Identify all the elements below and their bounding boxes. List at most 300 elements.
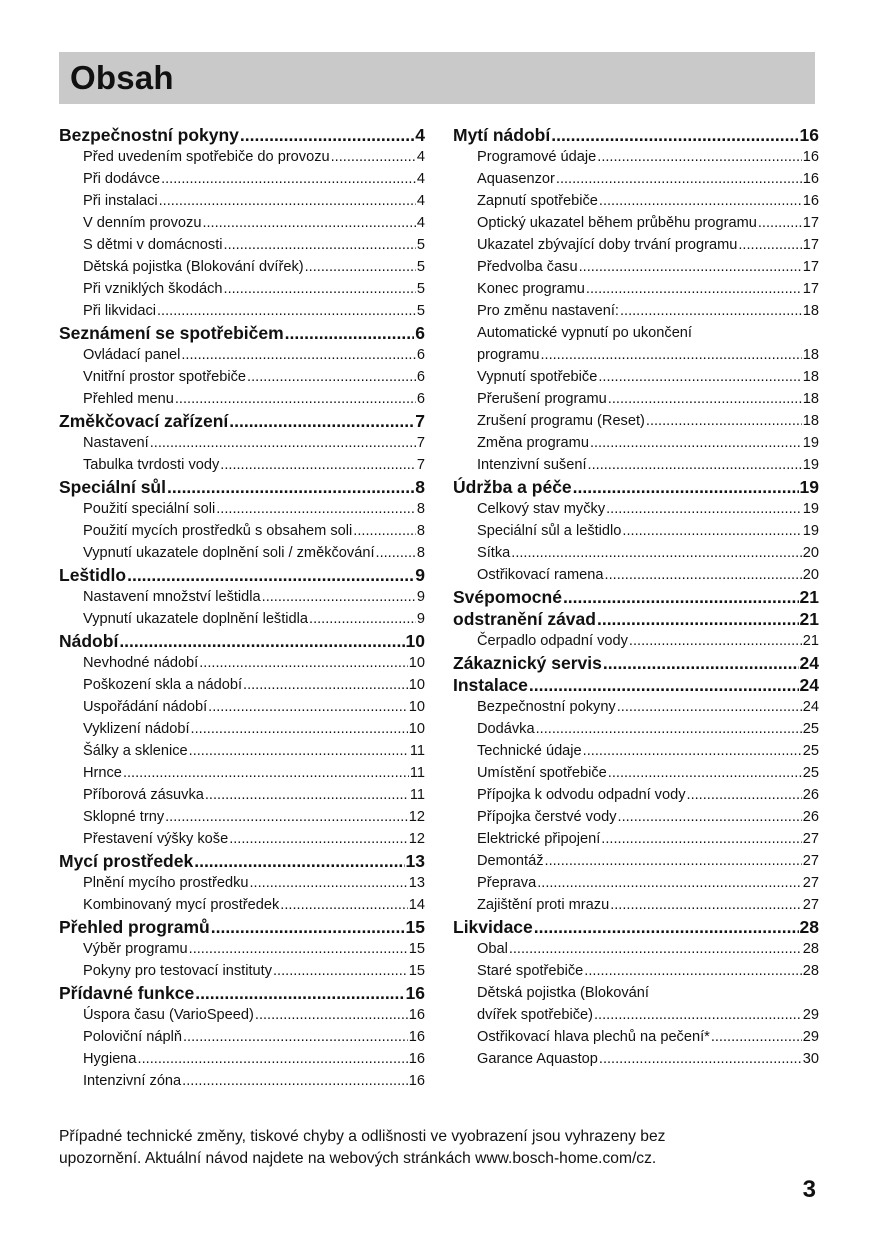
toc-entry-page: 4 [416,215,425,231]
toc-entry-title: Předvolba času [477,259,578,275]
toc-section[interactable] [59,916,425,938]
dot-leader [273,960,408,982]
toc-item[interactable] [453,894,819,916]
toc-section[interactable] [453,124,819,146]
toc-entry-page: 10 [408,721,425,737]
toc-entry-title: Přídavné funkce [59,983,195,1003]
toc-section[interactable] [59,850,425,872]
toc-entry-page: 19 [802,457,819,473]
toc-item[interactable] [453,498,819,520]
dot-leader [249,872,407,894]
toc-item[interactable] [59,872,425,894]
toc-entry-title: Nastavení množství leštidla [83,589,261,605]
toc-entry-title: Uspořádání nádobí [83,699,208,715]
toc-item[interactable] [59,256,425,278]
dot-leader [208,696,408,718]
dot-leader [220,454,416,476]
dot-leader [620,300,802,322]
toc-entry-title: Aquasenzor [477,171,555,187]
dot-leader [598,366,801,388]
dot-leader [599,190,802,212]
dot-leader [573,476,799,498]
dot-leader [127,564,414,586]
toc-entry-page: 15 [405,917,425,937]
toc-entry-title: Elektrické připojení [477,831,601,847]
toc-entry-title: Demontáž [477,853,544,869]
dot-leader [579,256,802,278]
dot-leader [584,960,801,982]
toc-entry-page: 6 [416,369,425,385]
toc-entry-page: 9 [415,565,425,585]
toc-section[interactable] [453,652,819,674]
toc-item[interactable] [59,938,425,960]
toc-entry-title: Seznámení se spotřebičem [59,323,284,343]
dot-leader [305,256,416,278]
dot-leader [183,1026,408,1048]
toc-entry-page: 16 [408,1073,425,1089]
toc-entry-title: Celkový stav myčky [477,501,606,517]
toc-item[interactable] [453,564,819,586]
title-bar [59,52,815,104]
toc-entry-page: 27 [802,897,819,913]
toc-entry-title: Dětská pojistka (Blokování [477,985,649,1001]
toc-entry-title: Ukazatel zbývající doby trvání programu [477,237,738,253]
toc-entry-page: 19 [802,435,819,451]
toc-entry-page: 4 [416,171,425,187]
toc-item[interactable] [59,190,425,212]
toc-entry-title: Ovládací panel [83,347,181,363]
toc-item[interactable] [453,212,819,234]
dot-leader [175,388,416,410]
toc-item[interactable] [453,718,819,740]
toc-entry-page: 26 [802,787,819,803]
toc-section[interactable] [453,608,819,630]
toc-item[interactable] [59,674,425,696]
toc-item[interactable] [453,696,819,718]
toc-entry-page: 7 [416,435,425,451]
toc-entry-page: 11 [409,765,425,781]
toc-entry-page: 27 [802,853,819,869]
toc-entry-title: Intenzivní sušení [477,457,587,473]
toc-entry-page: 18 [802,369,819,385]
toc-item[interactable] [59,1070,425,1092]
toc-item[interactable] [453,344,819,366]
dot-leader [216,498,416,520]
toc-entry-page: 29 [802,1007,819,1023]
toc-item[interactable] [453,388,819,410]
dot-leader [159,190,416,212]
toc-entry-title: Použití mycích prostředků s obsahem soli [83,523,353,539]
toc-item[interactable] [453,1048,819,1070]
footer-line-1: Případné technické změny, tiskové chyby a odlišnosti ve vyobrazení jsou vyhrazeny bez [59,1128,666,1145]
dot-leader [583,740,802,762]
toc-entry-title: Technické údaje [477,743,582,759]
toc-entry-title: Mytí nádobí [453,125,551,145]
toc-entry-title: Výběr programu [83,941,188,957]
dot-leader [285,322,415,344]
dot-leader [331,146,416,168]
toc-item[interactable] [453,630,819,652]
toc-entry-title: Umístění spotřebiče [477,765,607,781]
dot-leader [618,806,802,828]
toc-item[interactable] [453,366,819,388]
toc-entry-title: Svépomocné [453,587,562,607]
toc-entry-title: Optický ukazatel během průběhu programu [477,215,757,231]
toc-entry-page: 24 [799,675,819,695]
toc-entry-title: Při likvidaci [83,303,156,319]
toc-entry-title: Vypnutí ukazatele doplnění soli / změkčování [83,545,375,561]
toc-item[interactable] [453,190,819,212]
toc-entry-page: 19 [802,523,819,539]
dot-leader [194,850,404,872]
toc-entry-title: Bezpečnostní pokyny [477,699,616,715]
toc-item[interactable] [453,278,819,300]
toc-section[interactable] [59,124,425,146]
dot-leader [594,1004,802,1026]
toc-entry-page: 29 [802,1029,819,1045]
toc-entry-page: 18 [802,347,819,363]
toc-column-left [59,124,425,1092]
dot-leader [309,608,416,630]
toc-entry-page: 15 [408,963,425,979]
toc-entry-title: Ostřikovací hlava plechů na pečení* [477,1029,710,1045]
dot-leader [586,278,802,300]
toc-item[interactable] [59,894,425,916]
toc-item[interactable] [59,454,425,476]
toc-entry-page: 16 [408,1007,425,1023]
toc-item[interactable] [59,586,425,608]
toc-entry-page: 28 [802,941,819,957]
toc-entry-page: 8 [416,523,425,539]
toc-item[interactable] [453,542,819,564]
toc-item[interactable] [453,300,819,322]
toc-section[interactable] [453,586,819,608]
dot-leader [138,1048,408,1070]
toc-entry-title: Speciální sůl a leštidlo [477,523,622,539]
dot-leader [601,828,801,850]
toc-item[interactable] [59,234,425,256]
toc-entry-title: Přeprava [477,875,537,891]
toc-item[interactable] [59,300,425,322]
toc-item[interactable] [453,234,819,256]
toc-entry-page: 6 [416,347,425,363]
dot-leader [605,564,802,586]
toc-entry-page: 21 [799,609,819,629]
dot-leader [255,1004,408,1026]
toc-entry-title: Při vzniklých škodách [83,281,223,297]
toc-entry-title: Nádobí [59,631,119,651]
toc-entry-page: 6 [416,391,425,407]
toc-entry-page: 27 [802,831,819,847]
toc-entry-page: 5 [416,259,425,275]
dot-leader [608,388,802,410]
dot-leader [182,1070,408,1092]
toc-item[interactable] [453,410,819,432]
toc-item[interactable] [59,1004,425,1026]
toc-entry-page: 8 [416,501,425,517]
toc-section[interactable] [59,476,425,498]
toc-entry-page: 16 [405,983,425,1003]
toc-entry-page: 16 [408,1029,425,1045]
toc-item[interactable] [59,806,425,828]
toc-entry-title: Hrnce [83,765,122,781]
toc-entry-title: Programové údaje [477,149,597,165]
toc-section[interactable] [59,564,425,586]
dot-leader [603,652,799,674]
toc-entry-title: Kombinovaný mycí prostředek [83,897,280,913]
toc-entry-title: Zrušení programu (Reset) [477,413,645,429]
dot-leader [758,212,802,234]
dot-leader [167,476,414,498]
toc-entry-title: Sítka [477,545,511,561]
toc-entry-title: Poškození skla a nádobí [83,677,243,693]
toc-section[interactable] [453,916,819,938]
toc-entry-title: Mycí prostředek [59,851,194,871]
dot-leader [280,894,407,916]
toc-entry-page: 16 [799,125,819,145]
toc-entry-title: Vypnutí ukazatele doplnění leštidla [83,611,309,627]
page-title: Obsah [70,59,174,96]
toc-entry-page: 24 [802,699,819,715]
toc-entry-title: Tabulka tvrdosti vody [83,457,220,473]
dot-leader [534,916,799,938]
dot-leader [511,542,802,564]
toc-entry-title: Leštidlo [59,565,127,585]
toc-entry-title: Vnitřní prostor spotřebiče [83,369,247,385]
dot-leader [262,586,416,608]
toc-entry-title: Použití speciální soli [83,501,216,517]
dot-leader [606,498,802,520]
toc-item[interactable] [453,850,819,872]
toc-entry-page: 13 [408,875,425,891]
toc-entry-page: 18 [802,303,819,319]
dot-leader [224,234,416,256]
dot-leader [646,410,802,432]
toc-entry-title: dvířek spotřebiče) [477,1007,593,1023]
toc-item[interactable] [59,168,425,190]
toc-section[interactable] [453,674,819,696]
toc-entry-page: 4 [415,125,425,145]
toc-item[interactable] [453,806,819,828]
dot-leader [119,630,404,652]
dot-leader [123,762,409,784]
toc-entry-title: Změna programu [477,435,589,451]
toc-entry-page: 16 [802,149,819,165]
toc-entry-title: Plnění mycího prostředku [83,875,249,891]
toc-entry-title: Vyklizení nádobí [83,721,190,737]
dot-leader [597,146,802,168]
dot-leader [191,718,408,740]
toc-entry-page: 25 [802,765,819,781]
dot-leader [610,894,802,916]
toc-entry-title: Přestavení výšky koše [83,831,229,847]
toc-entry-title: Poloviční náplň [83,1029,182,1045]
toc-item[interactable] [59,1048,425,1070]
toc-item[interactable] [59,960,425,982]
dot-leader [551,124,798,146]
dot-leader [597,608,799,630]
toc-entry-title: Přehled programů [59,917,210,937]
toc-entry-title: Pro změnu nastavení: [477,303,619,319]
toc-entry-title: Před uvedením spotřebiče do provozu [83,149,330,165]
toc-entry-title: Zákaznický servis [453,653,602,673]
toc-entry-page: 17 [802,237,819,253]
toc-entry-page: 16 [802,193,819,209]
toc-entry-page: 10 [408,677,425,693]
toc-item[interactable] [59,212,425,234]
toc-item[interactable] [59,498,425,520]
toc-entry-title: Automatické vypnutí po ukončení [477,325,692,341]
toc-item[interactable] [59,1026,425,1048]
dot-leader [224,278,416,300]
toc-entry-page: 30 [802,1051,819,1067]
toc-item[interactable] [453,872,819,894]
toc-entry-page: 14 [408,897,425,913]
toc-item[interactable] [453,828,819,850]
toc-entry-title: Přerušení programu [477,391,607,407]
dot-leader [150,432,416,454]
toc-entry-page: 25 [802,721,819,737]
toc-item[interactable] [453,1004,819,1026]
dot-leader [536,718,802,740]
toc-item[interactable] [453,982,819,1004]
toc-item[interactable] [59,652,425,674]
toc-entry-page: 5 [416,303,425,319]
toc-entry-page: 20 [802,545,819,561]
toc-item[interactable] [453,762,819,784]
toc-item[interactable] [59,432,425,454]
toc-entry-title: Bezpečnostní pokyny [59,125,239,145]
toc-item[interactable] [453,520,819,542]
toc-section[interactable] [59,630,425,652]
toc-entry-page: 24 [799,653,819,673]
toc-section[interactable] [59,410,425,432]
toc-item[interactable] [59,740,425,762]
toc-item[interactable] [453,256,819,278]
dot-leader [353,520,416,542]
toc-entry-title: Nevhodné nádobí [83,655,199,671]
dot-leader [195,982,404,1004]
toc-entry-page: 17 [802,215,819,231]
dot-leader [563,586,799,608]
toc-item[interactable] [453,146,819,168]
toc-entry-title: Změkčovací zařízení [59,411,229,431]
toc-item[interactable] [59,696,425,718]
toc-item[interactable] [59,366,425,388]
toc-entry-title: S dětmi v domácnosti [83,237,223,253]
dot-leader [243,674,408,696]
toc-entry-page: 5 [416,237,425,253]
toc-item[interactable] [59,388,425,410]
dot-leader [229,410,414,432]
toc-entry-page: 7 [416,457,425,473]
toc-entry-page: 28 [802,963,819,979]
toc-column-right [453,124,819,1070]
toc-entry-page: 10 [408,699,425,715]
dot-leader [189,740,409,762]
dot-leader [205,784,409,806]
toc-item[interactable] [453,168,819,190]
toc-entry-title: programu [477,347,540,363]
toc-item[interactable] [59,146,425,168]
toc-item[interactable] [453,938,819,960]
toc-entry-title: Speciální sůl [59,477,166,497]
toc-item[interactable] [453,432,819,454]
page-number: 3 [802,1176,816,1203]
toc-item[interactable] [59,520,425,542]
toc-entry-title: Garance Aquastop [477,1051,598,1067]
toc-entry-page: 21 [802,633,819,649]
toc-entry-title: Zajištění proti mrazu [477,897,610,913]
toc-item[interactable] [59,608,425,630]
dot-leader [738,234,801,256]
toc-entry-page: 10 [405,631,425,651]
toc-entry-title: Staré spotřebiče [477,963,584,979]
toc-section[interactable] [59,982,425,1004]
toc-item[interactable] [453,784,819,806]
toc-entry-title: Nastavení [83,435,149,451]
toc-entry-page: 26 [802,809,819,825]
dot-leader [211,916,405,938]
toc-item[interactable] [59,344,425,366]
dot-leader [622,520,801,542]
toc-entry-page: 28 [799,917,819,937]
dot-leader [629,630,802,652]
toc-item[interactable] [453,740,819,762]
dot-leader [617,696,802,718]
toc-entry-page: 17 [802,281,819,297]
toc-item[interactable] [453,454,819,476]
dot-leader [202,212,415,234]
dot-leader [545,850,802,872]
toc-entry-title: Přehled menu [83,391,174,407]
dot-leader [199,652,408,674]
dot-leader [181,344,416,366]
toc-item[interactable] [59,542,425,564]
toc-entry-page: 17 [802,259,819,275]
dot-leader [509,938,802,960]
dot-leader [376,542,416,564]
dot-leader [529,674,799,696]
toc-item[interactable] [59,718,425,740]
toc-item[interactable] [453,960,819,982]
toc-section[interactable] [59,322,425,344]
toc-item[interactable] [59,278,425,300]
toc-entry-title: Čerpadlo odpadní vody [477,633,628,649]
toc-item[interactable] [59,784,425,806]
toc-entry-page: 9 [416,589,425,605]
toc-item[interactable] [59,762,425,784]
toc-entry-title: V denním provozu [83,215,202,231]
toc-item[interactable] [59,828,425,850]
toc-item[interactable] [453,322,819,344]
toc-entry-page: 9 [416,611,425,627]
toc-entry-page: 11 [409,743,425,759]
toc-entry-page: 19 [802,501,819,517]
toc-entry-title: Obal [477,941,508,957]
toc-entry-title: Dětská pojistka (Blokování dvířek) [83,259,304,275]
dot-leader [247,366,416,388]
toc-entry-page: 27 [802,875,819,891]
toc-item[interactable] [453,1026,819,1048]
toc-entry-title: Instalace [453,675,528,695]
toc-entry-page: 4 [416,149,425,165]
toc-entry-page: 8 [416,545,425,561]
toc-entry-page: 4 [416,193,425,209]
toc-entry-page: 15 [408,941,425,957]
toc-section[interactable] [453,476,819,498]
dot-leader [161,168,416,190]
